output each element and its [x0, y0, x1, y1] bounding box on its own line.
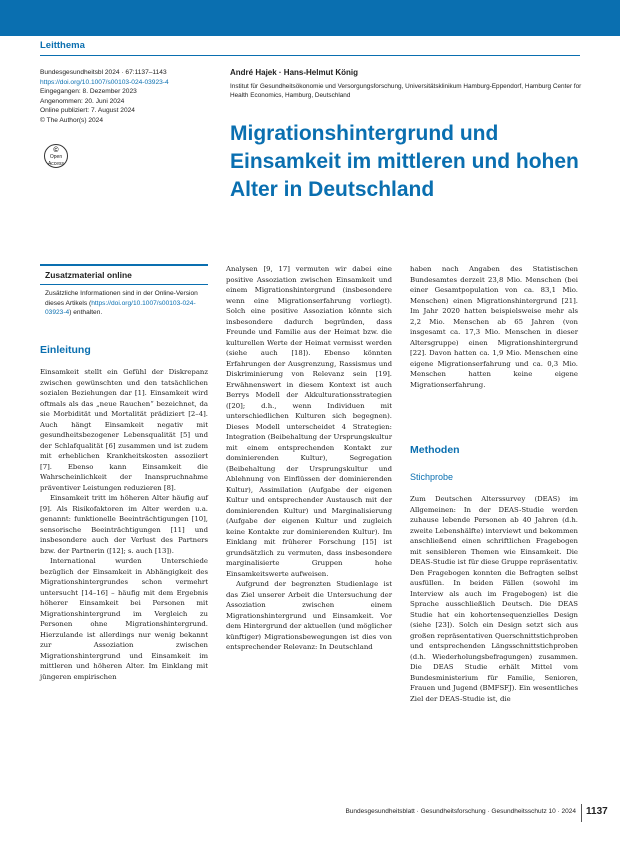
column-2: [226, 264, 392, 653]
section-rule: [40, 55, 580, 56]
journal-citation: Bundesgesundheitsbl 2024 · 67:1137–1143: [40, 69, 167, 76]
paragraph: haben nach Angaben des Statistischen Bundesamtes derzeit 23,8 Mio. Menschen (bei einer Gesamtpopulation von ca. 83,1 Mio. Menschen) einen Migrationshintergrund [21]. Im Jahr 2020 hatten beispielsweise mehr als 2,2 Mio. Menschen ab 65 Jahren (von insgesamt ca. 17,3 Mio. Menschen in dieser Altersgruppe) einen Migrationshintergrund [22]. Davon hatten ca. 1,9 Mio. Menschen eine eigene Migrationserfahrung und ca. 0,3 Mio. Menschen hatten keine eigene Migrationserfahrung.: [410, 265, 578, 389]
paragraph: Aufgrund der begrenzten Studienlage ist das Ziel unserer Arbeit die Untersuchung der Assoziation zwischen einem Migrationshintergrund und Einsamkeit. Vor dem Hintergrund der aktuellen (und möglicher künftiger) Migrationsbewegungen ist dies von entsprechender Relevanz: In Deutschland: [226, 580, 392, 651]
doi-link[interactable]: https://doi.org/10.1007/s00103-024-03923-4: [40, 78, 169, 86]
paragraph: Zum Deutschen Alterssurvey (DEAS) im Allgemeinen: In der DEAS-Studie werden zuhause lebende Personen ab 40 Jahren (d.h. zweite Lebenshälfte) interviewt und bekommen anschließend einen schriftlichen Fragebogen mit sensibleren Themen wie Einsamkeit. Die DEAS-Studie ist für diese Gruppe repräsentativ. Den Fragebogen konnten die Befragten selbst ausfüllen. In beiden Fällen (sowohl im Interview als auch im Fragebogen) ist die Sprache ausschließlich Deutsch. Die DEAS Studie hat ein kohortensequenzielles Design (siehe [23]). Solch ein Design setzt sich aus großen repräsentativen Querschnittstichproben und entsprechenden Längsschnittstichproben (d.h. Wiederholungsbefragungen) zusammen. Die DEAS Studie erhält Mittel vom Bundesministerium für Familie, Senioren, Frauen und Jugend (BMFSFJ). Ein wesentliches Ziel der DEAS-Studie ist, die: [410, 495, 578, 703]
open-access-label: Open Access: [47, 154, 65, 167]
supplement-heading: Zusatzmaterial online: [45, 269, 132, 280]
heading-stichprobe: Stichprobe: [410, 472, 454, 482]
copyright: © The Author(s) 2024: [40, 116, 104, 124]
paragraph: Einsamkeit tritt im höheren Alter häufig auf [9]. Als Risikofaktoren im Alter werden u.a. genannt: funktionelle Beeinträchtigungen [10], sensorische Beeinträchtigungen [11] und insbesondere auch der Verlust des Partners bzw. der Partnerin ([12]; s. auch [13]).: [40, 494, 208, 555]
supplement-rule-2: [40, 284, 208, 286]
received-date: Eingegangen: 8. Dezember 2023: [40, 88, 137, 96]
footer-separator: [581, 804, 582, 822]
heading-einleitung: Einleitung: [40, 344, 91, 356]
article-meta: [40, 68, 210, 126]
column-1: [40, 367, 208, 682]
supplement-text-post: ) enthalten.: [69, 309, 103, 317]
page-number: 1137: [586, 806, 608, 817]
cc-glyph: ©: [53, 147, 59, 154]
published-date: Online publiziert: 7. August 2024: [40, 107, 135, 115]
accepted-date: Angenommen: 20. Juni 2024: [40, 97, 125, 105]
supplement-box: [40, 264, 208, 318]
paragraph: Analysen [9, 17] vermuten wir dabei eine positive Assoziation zwischen Einsamkeit und einem Migrationshintergrund (insbesondere wenn eine Migrationserfahrung vorliegt). Solch eine positive Assoziation könnte sich insbesondere dadurch begründen, dass Freunde und Familie aus der Heimat bzw. die kulturellen Werte der Heimat vermisst werden (siehe auch [18]). Ebenso könnten Erfahrungen der Ausgrenzung, Rassismus und Diskriminierung von Relevanz sein [19]. Erwähnenswert in diesem Kontext ist auch Berrys Modell der Akkulturationsstrategien ([20]; d.h., wenn Individuen mit unterschiedlichen Kulturen sich begegnen). Dieses Modell unterscheidet 4 Strategien: Integration (Beibehaltung der Ursprungskultur mit einem entsprechenden Kontakt zur dominierenden Kultur), Segregation (Beibehaltung der Ursprungskultur und Ablehnung von Einflüssen der dominierenden Kultur), Assimilation (Aufgabe der eigenen Kultur und entsprechender Austausch mit der dominierenden Kultur) und Marginalisierung (Aufgabe der eigenen Kultur und zugleich keine Kontakte zur dominierenden Kultur). Im Einklang mit früherer Forschung [15] ist grundsätzlich zu vermuten, dass insbesondere marginalisierte Gruppen hohe Einsamkeitswerte aufweisen.: [226, 265, 392, 578]
article-title: Migrationshintergrund und Einsamkeit im mittleren und hohen Alter in Deutschland: [230, 122, 579, 201]
authors: André Hajek · Hans-Helmut König: [230, 68, 359, 77]
supplement-doi-link[interactable]: https://doi.org/10.1007/s00103-024-03923-4: [45, 299, 196, 317]
paragraph: Einsamkeit stellt ein Gefühl der Diskrepanz zwischen gewünschten und den tatsächlichen sozialen Beziehungen dar [1]. Einsamkeit wird oftmals als das „neue Rauchen“ bezeichnet, da sie Morbidität und Mortalität prädiziert [2–4]. Auch hängt Einsamkeit negativ mit gesundheitsbezogener Lebensqualität [5] und der Schlafqualität [6] zusammen und ist zudem mit erheblichen Krankheitskosten assoziiert [7]. Ebenso kann Einsamkeit die Wahrscheinlichkeit der Inanspruchnahme präventiver Leistungen reduzieren [8].: [40, 368, 208, 492]
affiliation: Institut für Gesundheitsökonomie und Versorgungsforschung, Universitätsklinikum Hamburg-Eppendorf, Hamburg Center for Health Economics, Hamburg, Deutschland: [230, 83, 582, 100]
supplement-rule: [40, 264, 208, 266]
footer-journal: Bundesgesundheitsblatt · Gesundheitsforschung · Gesundheitsschutz 10 · 2024: [345, 808, 576, 815]
supplement-text-pre: Zusätzliche Informationen sind in der Online-Version dieses Artikels (: [45, 290, 198, 307]
supplement-text: [45, 289, 208, 318]
paragraph: International wurden Unterschiede bezüglich der Einsamkeit in Abhängigkeit des Migrationshintergrundes schon vermehrt untersucht [14–16] – häufig mit dem Ergebnis höherer Einsamkeit bei Personen mit Migrationshintergrund im Vergleich zu Personen ohne Migrationshintergrund. Hierzulande ist allerdings nur wenig bekannt zur Assoziation zwischen Migrationshintergrund und Einsamkeit im mittleren und höheren Alter. Im Einklang mit jüngeren empirischen: [40, 557, 208, 681]
heading-methoden: Methoden: [410, 444, 460, 456]
header-bar: [0, 0, 620, 36]
column-3-bottom: [410, 494, 578, 704]
section-label: Leitthema: [40, 40, 85, 51]
open-access-icon: [44, 144, 68, 168]
column-3-top: [410, 264, 578, 390]
